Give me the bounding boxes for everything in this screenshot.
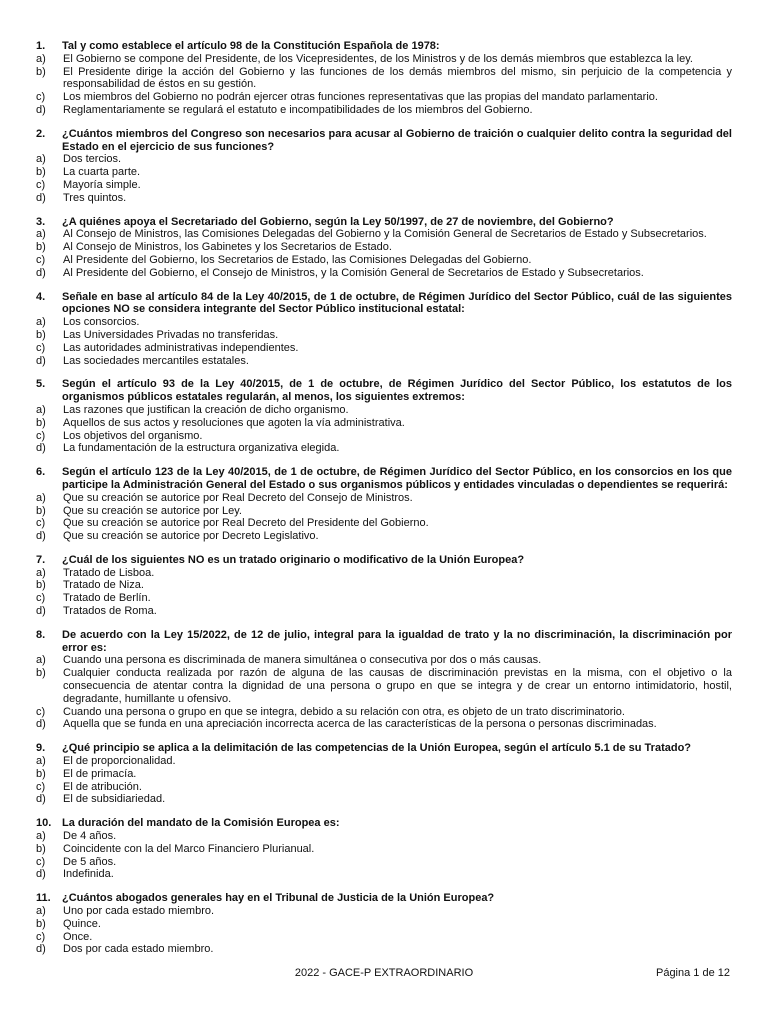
answer-option <box>36 53 732 66</box>
answer-option <box>36 91 732 104</box>
option-text: Dos tercios. <box>63 153 122 166</box>
option-text: Aquella que se funda en una apreciación incorrecta acerca de las características de la persona o personas discriminadas. <box>63 718 657 731</box>
answer-option <box>36 417 732 430</box>
option-text: Uno por cada estado miembro. <box>63 905 215 918</box>
question-text: ¿Cuál de los siguientes NO es un tratado originario o modificativo de la Unión Europea? <box>62 553 525 566</box>
answer-option <box>36 228 732 241</box>
option-letter: a) <box>36 153 46 166</box>
option-letter: c) <box>36 592 46 605</box>
option-text: Cualquier conducta realizada por razón de alguna de las causas de discriminación previstas en la misma, con el objetivo o la consecuencia de atentar contra la dignidad de una persona o grupo en que se integra y de crear un entorno intimidatorio, hostil, degradante, humillante u ofensivo. <box>63 667 732 705</box>
footer-exam-title: 2022 - GACE-P EXTRAORDINARIO <box>294 967 474 979</box>
answer-option <box>36 905 732 918</box>
question-text: Señale en base al artículo 84 de la Ley 40/2015, de 1 de octubre, de Régimen Jurídico del Sector Público, cuál de las siguientes opciones NO se considera integrante del Sector Público institucional estatal: <box>62 290 732 316</box>
option-letter: a) <box>36 905 46 918</box>
answer-option <box>36 567 732 580</box>
option-text: Al Consejo de Ministros, los Gabinetes y los Secretarios de Estado. <box>63 241 392 254</box>
answer-option <box>36 492 732 505</box>
option-letter: b) <box>36 65 46 78</box>
answer-option <box>36 793 732 806</box>
option-letter: d) <box>36 868 46 881</box>
option-text: Tres quintos. <box>63 191 127 204</box>
option-letter: b) <box>36 842 46 855</box>
answer-option <box>36 943 732 956</box>
option-text: De 5 años. <box>63 855 117 868</box>
option-text: Tratado de Lisboa. <box>63 566 155 579</box>
option-letter: b) <box>36 579 46 592</box>
option-text: El Presidente dirige la acción del Gobierno y las funciones de los demás miembros del mismo, sin perjuicio de la competencia y responsabilidad de éstos en su gestión. <box>63 65 732 91</box>
answer-option <box>36 179 732 192</box>
question-text: De acuerdo con la Ley 15/2022, de 12 de julio, integral para la igualdad de trato y la no discriminación, la discriminación por error es: <box>62 628 732 654</box>
option-text: Cuando una persona es discriminada de manera simultánea o consecutiva por dos o más causas. <box>63 654 542 667</box>
option-text: Las razones que justifican la creación de dicho organismo. <box>63 403 349 416</box>
answer-option <box>36 66 732 92</box>
answer-option <box>36 316 732 329</box>
question-block <box>36 892 732 956</box>
answer-option <box>36 667 732 705</box>
question-block <box>36 291 732 368</box>
answer-option <box>36 868 732 881</box>
answer-option <box>36 104 732 117</box>
option-text: Mayoría simple. <box>63 178 141 191</box>
option-text: La fundamentación de la estructura organizativa elegida. <box>63 442 340 455</box>
question-text: ¿Qué principio se aplica a la delimitación de las competencias de la Unión Europea, según el artículo 5.1 de su Tratado? <box>62 742 692 755</box>
answer-option <box>36 579 732 592</box>
question-stem <box>36 378 732 404</box>
question-stem <box>36 40 732 53</box>
option-letter: a) <box>36 566 46 579</box>
answer-option <box>36 654 732 667</box>
option-letter: d) <box>36 103 46 116</box>
option-text: Las sociedades mercantiles estatales. <box>63 354 249 367</box>
option-text: Once. <box>63 930 93 943</box>
question-list <box>36 40 732 967</box>
answer-option <box>36 843 732 856</box>
option-letter: b) <box>36 416 46 429</box>
option-letter: c) <box>36 855 46 868</box>
answer-option <box>36 781 732 794</box>
option-text: El de atribución. <box>63 780 142 793</box>
question-number: 7. <box>36 553 46 566</box>
answer-option <box>36 605 732 618</box>
question-number: 6. <box>36 466 46 479</box>
option-letter: b) <box>36 767 46 780</box>
question-stem <box>36 892 732 905</box>
answer-option <box>36 718 732 731</box>
answer-option <box>36 404 732 417</box>
option-letter: c) <box>36 429 46 442</box>
question-block <box>36 216 732 280</box>
answer-option <box>36 931 732 944</box>
option-text: Al Consejo de Ministros, las Comisiones Delegadas del Gobierno y la Comisión General de Secretarios de Estado y Subsecretarios. <box>63 228 707 241</box>
option-letter: d) <box>36 943 46 956</box>
option-text: Tratado de Niza. <box>63 579 144 592</box>
option-letter: c) <box>36 91 46 104</box>
option-text: El de subsidiariedad. <box>63 793 166 806</box>
option-letter: a) <box>36 403 46 416</box>
question-stem <box>36 128 732 154</box>
question-stem <box>36 742 732 755</box>
question-text: Según el artículo 123 de la Ley 40/2015, de 1 de octubre, de Régimen Jurídico del Sector Público, en los consorcios en los que participe la Administración General del Estado o sus organismos públicos y entidades vinculadas o dependientes se requerirá: <box>62 466 732 491</box>
option-text: Al Presidente del Gobierno, los Secretarios de Estado, las Comisiones Delegadas del Gobierno. <box>63 253 532 266</box>
answer-option <box>36 830 732 843</box>
option-text: Que su creación se autorice por Real Decreto del Consejo de Ministros. <box>63 491 413 504</box>
option-letter: d) <box>36 354 46 367</box>
answer-option <box>36 505 732 518</box>
question-stem <box>36 216 732 229</box>
answer-option <box>36 267 732 280</box>
option-letter: d) <box>36 605 46 618</box>
footer-page-number: Página 1 de 12 <box>655 967 730 979</box>
question-number: 11. <box>36 892 51 905</box>
answer-option <box>36 329 732 342</box>
answer-option <box>36 706 732 719</box>
question-block <box>36 742 732 806</box>
option-letter: d) <box>36 266 46 279</box>
option-text: Cuando una persona o grupo en que se integra, debido a su relación con otra, es objeto de un trato discriminatorio. <box>63 705 625 718</box>
option-text: Aquellos de sus actos y resoluciones que agoten la vía administrativa. <box>63 416 405 429</box>
option-letter: d) <box>36 718 46 731</box>
option-letter: d) <box>36 191 46 204</box>
question-stem <box>36 817 732 830</box>
option-text: Tratado de Berlín. <box>63 592 151 605</box>
option-letter: b) <box>36 504 46 517</box>
answer-option <box>36 430 732 443</box>
option-text: Coincidente con la del Marco Financiero Plurianual. <box>63 842 315 855</box>
option-letter: b) <box>36 166 46 179</box>
question-text: Según el artículo 93 de la Ley 40/2015, de 1 de octubre, de Régimen Jurídico del Sector Público, los estatutos de los organismos públicos estatales regularán, al menos, los siguientes extremos: <box>62 378 732 404</box>
answer-option <box>36 254 732 267</box>
option-letter: c) <box>36 178 46 191</box>
option-letter: b) <box>36 328 46 341</box>
question-text: ¿A quiénes apoya el Secretariado del Gobierno, según la Ley 50/1997, de 27 de noviembre, del Gobierno? <box>62 215 614 228</box>
question-text: La duración del mandato de la Comisión Europea es: <box>62 817 340 830</box>
option-letter: a) <box>36 52 46 65</box>
answer-option <box>36 166 732 179</box>
question-stem <box>36 291 732 317</box>
answer-option <box>36 592 732 605</box>
answer-option <box>36 192 732 205</box>
question-number: 10. <box>36 817 52 830</box>
option-text: Que su creación se autorice por Real Decreto del Presidente del Gobierno. <box>63 517 429 530</box>
question-number: 5. <box>36 378 46 391</box>
option-text: Dos por cada estado miembro. <box>63 943 214 956</box>
question-stem <box>36 466 732 492</box>
option-letter: b) <box>36 917 46 930</box>
option-letter: a) <box>36 491 46 504</box>
option-letter: c) <box>36 705 46 718</box>
answer-option <box>36 442 732 455</box>
option-letter: c) <box>36 780 46 793</box>
option-text: Quince. <box>63 917 101 930</box>
question-text: ¿Cuántos miembros del Congreso son necesarios para acusar al Gobierno de traición o cualquier delito contra la seguridad del Estado en el ejercicio de sus funciones? <box>62 127 732 153</box>
option-text: Los miembros del Gobierno no podrán ejercer otras funciones representativas que las propias del mandato parlamentario. <box>63 91 658 104</box>
option-letter: c) <box>36 930 46 943</box>
option-letter: c) <box>36 517 46 530</box>
question-stem <box>36 554 732 567</box>
question-block <box>36 40 732 117</box>
question-block <box>36 554 732 618</box>
option-letter: c) <box>36 341 46 354</box>
option-letter: a) <box>36 316 46 329</box>
question-number: 8. <box>36 628 46 641</box>
question-number: 1. <box>36 40 46 52</box>
question-number: 3. <box>36 215 46 228</box>
option-text: El de proporcionalidad. <box>63 755 176 768</box>
option-letter: a) <box>36 755 46 768</box>
option-text: Tratados de Roma. <box>63 605 157 618</box>
question-text: Tal y como establece el artículo 98 de la Constitución Española de 1978: <box>62 40 440 52</box>
option-letter: c) <box>36 253 46 266</box>
option-letter: d) <box>36 530 46 543</box>
question-number: 2. <box>36 127 46 140</box>
answer-option <box>36 768 732 781</box>
answer-option <box>36 517 732 530</box>
option-text: Que su creación se autorice por Ley. <box>63 504 242 517</box>
question-text: ¿Cuántos abogados generales hay en el Tribunal de Justicia de la Unión Europea? <box>62 892 495 905</box>
answer-option <box>36 755 732 768</box>
question-block <box>36 466 732 543</box>
question-block <box>36 378 732 455</box>
option-text: El de primacía. <box>63 767 137 780</box>
option-letter: d) <box>36 793 46 806</box>
question-number: 9. <box>36 742 46 755</box>
option-letter: b) <box>36 241 46 254</box>
option-text: El Gobierno se compone del Presidente, de los Vicepresidentes, de los Ministros y de los demás miembros que establezca la ley. <box>63 52 693 65</box>
question-block <box>36 629 732 731</box>
option-text: Que su creación se autorice por Decreto Legislativo. <box>63 530 319 543</box>
option-text: Los objetivos del organismo. <box>63 429 203 442</box>
option-text: De 4 años. <box>63 830 117 843</box>
option-letter: a) <box>36 228 46 241</box>
answer-option <box>36 918 732 931</box>
option-letter: a) <box>36 830 46 843</box>
option-text: Al Presidente del Gobierno, el Consejo de Ministros, y la Comisión General de Secretarios de Estado y Subsecretarios. <box>63 266 644 279</box>
option-text: Los consorcios. <box>63 316 140 329</box>
option-text: Las Universidades Privadas no transferidas. <box>63 328 279 341</box>
question-block <box>36 817 732 881</box>
option-letter: a) <box>36 654 46 667</box>
answer-option <box>36 856 732 869</box>
option-letter: b) <box>36 667 46 680</box>
option-text: La cuarta parte. <box>63 166 141 179</box>
answer-option <box>36 530 732 543</box>
option-text: Las autoridades administrativas independientes. <box>63 341 299 354</box>
option-text: Reglamentariamente se regulará el estatuto e incompatibilidades de los miembros del Gobierno. <box>63 103 533 116</box>
question-stem <box>36 629 732 655</box>
question-number: 4. <box>36 290 46 303</box>
answer-option <box>36 153 732 166</box>
option-text: Indefinida. <box>63 868 114 881</box>
option-letter: d) <box>36 442 46 455</box>
answer-option <box>36 355 732 368</box>
question-block <box>36 128 732 205</box>
answer-option <box>36 241 732 254</box>
answer-option <box>36 342 732 355</box>
